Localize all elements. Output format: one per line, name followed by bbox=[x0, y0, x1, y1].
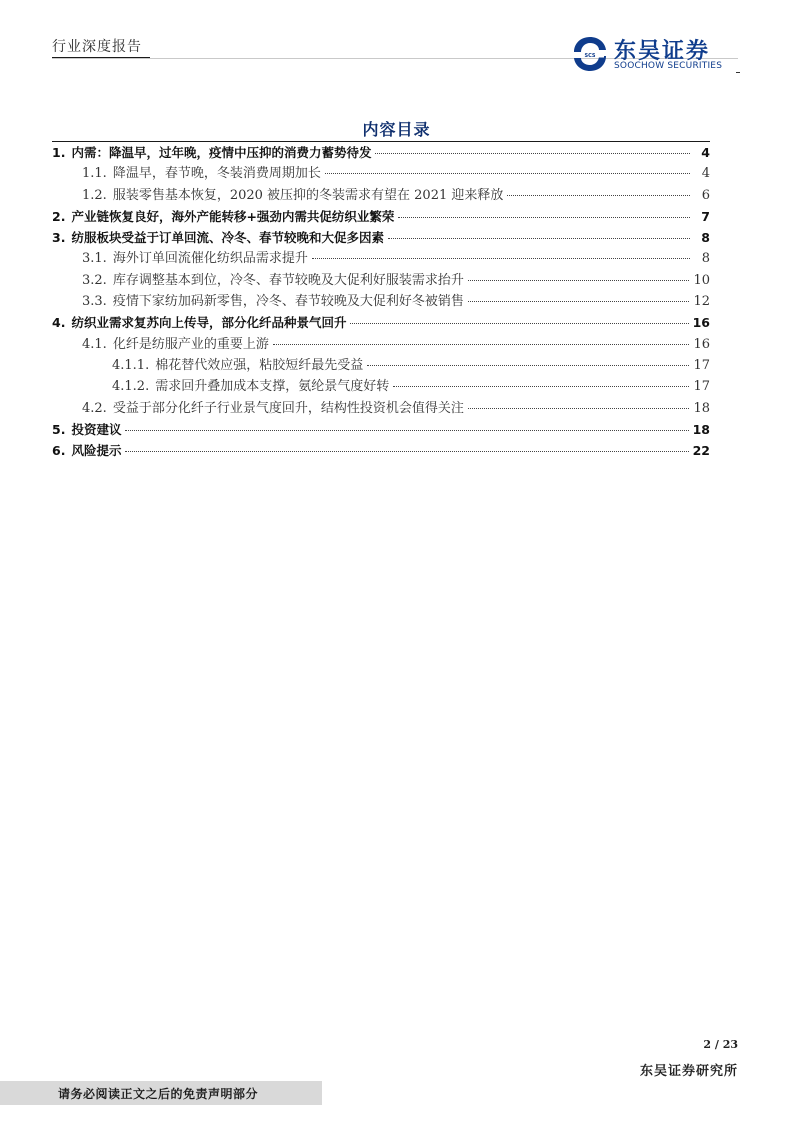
toc-entry[interactable] bbox=[52, 334, 710, 355]
toc-dot-leader bbox=[125, 451, 688, 452]
toc-entry-title: 需求回升叠加成本支撑，氨纶景气度好转 bbox=[155, 379, 390, 395]
toc-entry-page: 7 bbox=[701, 208, 710, 224]
toc-entry[interactable] bbox=[52, 248, 710, 269]
toc-entry[interactable] bbox=[52, 440, 710, 461]
toc-entry-title: 投资建议 bbox=[71, 421, 122, 437]
toc-entry[interactable] bbox=[52, 419, 710, 440]
toc-title: 内容目录 bbox=[362, 120, 431, 139]
logo-chinese-name: 东吴证券 bbox=[614, 39, 711, 64]
toc-entry-number: 5. bbox=[52, 421, 66, 437]
toc-entry-number: 1.2. bbox=[82, 187, 107, 203]
toc-entry-title: 纺织业需求复苏向上传导，部分化纤品种景气回升 bbox=[71, 315, 347, 331]
toc-entry-title: 服装零售基本恢复，2020 被压抑的冬装需求有望在 2021 迎来释放 bbox=[112, 187, 504, 203]
toc-entry-page: 17 bbox=[693, 379, 710, 395]
toc-entry[interactable] bbox=[52, 227, 710, 248]
toc-entry-number: 4. bbox=[52, 315, 66, 331]
toc-entry[interactable] bbox=[52, 206, 710, 227]
toc-entry-title: 化纤是纺服产业的重要上游 bbox=[112, 336, 269, 352]
toc-dot-leader bbox=[398, 217, 690, 218]
toc-entry-number: 4.2. bbox=[82, 400, 107, 416]
toc-dot-leader bbox=[325, 173, 690, 174]
toc-dot-leader bbox=[468, 408, 690, 409]
toc-entry-title: 海外订单回流催化纺织品需求提升 bbox=[112, 251, 308, 267]
footer-organization: 东吴证券研究所 bbox=[639, 1064, 738, 1079]
toc-entry-page: 22 bbox=[692, 443, 710, 459]
toc-entry-title: 内需：降温早，过年晚，疫情中压抑的消费力蓄势待发 bbox=[71, 145, 372, 160]
toc-entry-number: 4.1.1. bbox=[112, 357, 150, 373]
logo-english-name: SOOCHOW SECURITIES bbox=[614, 61, 723, 71]
toc-entry-number: 3.1. bbox=[82, 251, 107, 267]
toc-entry[interactable] bbox=[52, 163, 710, 184]
toc-dot-leader bbox=[468, 301, 690, 302]
toc-dot-leader bbox=[393, 386, 689, 387]
toc-entry-number: 2. bbox=[52, 208, 66, 224]
toc-entry-title: 纺服板块受益于订单回流、冷冬、春节较晚和大促多因素 bbox=[71, 230, 384, 246]
toc-entry[interactable] bbox=[52, 312, 710, 333]
toc-entry-page: 17 bbox=[693, 357, 710, 373]
toc-entry-title: 降温早，春节晚，冬装消费周期加长 bbox=[112, 166, 321, 182]
toc-entry-page: 16 bbox=[692, 315, 710, 331]
table-of-contents bbox=[52, 142, 710, 461]
toc-entry-page: 18 bbox=[693, 400, 710, 416]
toc-entry[interactable] bbox=[52, 291, 710, 312]
page-number: 2 / 23 bbox=[703, 1038, 738, 1051]
toc-entry-title: 受益于部分化纤子行业景气度回升，结构性投资机会值得关注 bbox=[112, 400, 464, 416]
company-logo bbox=[570, 34, 740, 74]
toc-entry-number: 1.1. bbox=[82, 166, 107, 182]
toc-entry-page: 4 bbox=[701, 145, 710, 160]
toc-entry-title: 棉花替代效应强，粘胶短纤最先受益 bbox=[155, 357, 364, 373]
toc-dot-leader bbox=[388, 238, 690, 239]
footer-disclaimer: 请务必阅读正文之后的免责声明部分 bbox=[58, 1087, 259, 1101]
toc-entry-page: 8 bbox=[701, 251, 710, 267]
toc-entry-number: 1. bbox=[52, 145, 66, 160]
toc-entry[interactable] bbox=[52, 142, 710, 163]
toc-entry-title: 产业链恢复良好，海外产能转移+强劲内需共促纺织业繁荣 bbox=[71, 208, 395, 224]
toc-entry[interactable] bbox=[52, 355, 710, 376]
toc-entry-number: 3. bbox=[52, 230, 66, 246]
toc-entry-page: 12 bbox=[693, 294, 710, 310]
toc-entry-title: 风险提示 bbox=[71, 443, 122, 459]
toc-entry-page: 16 bbox=[693, 336, 710, 352]
toc-dot-leader bbox=[468, 280, 690, 281]
toc-entry-page: 8 bbox=[701, 230, 710, 246]
toc-entry-page: 6 bbox=[701, 187, 710, 203]
toc-entry-number: 3.3. bbox=[82, 294, 107, 310]
toc-dot-leader bbox=[350, 323, 688, 324]
toc-entry-number: 6. bbox=[52, 443, 66, 459]
header-tick-mark bbox=[736, 72, 740, 73]
toc-entry-page: 4 bbox=[701, 166, 710, 182]
toc-entry-number: 4.1. bbox=[82, 336, 107, 352]
toc-entry-page: 18 bbox=[692, 421, 710, 437]
logo-mark-icon bbox=[570, 34, 610, 74]
toc-dot-leader bbox=[375, 153, 690, 154]
toc-dot-leader bbox=[507, 195, 690, 196]
toc-dot-leader bbox=[125, 430, 688, 431]
toc-entry[interactable] bbox=[52, 270, 710, 291]
toc-dot-leader bbox=[273, 344, 690, 345]
toc-entry-page: 10 bbox=[693, 272, 710, 288]
toc-entry-title: 疫情下家纺加码新零售，冷冬、春节较晚及大促利好冬被销售 bbox=[112, 294, 464, 310]
logo-badge-text: SCS bbox=[584, 52, 596, 59]
toc-dot-leader bbox=[312, 258, 690, 259]
toc-entry-number: 3.2. bbox=[82, 272, 107, 288]
toc-entry[interactable] bbox=[52, 398, 710, 419]
toc-entry[interactable] bbox=[52, 376, 710, 397]
report-type-label: 行业深度报告 bbox=[52, 39, 142, 55]
toc-entry-number: 4.1.2. bbox=[112, 379, 150, 395]
toc-entry[interactable] bbox=[52, 185, 710, 206]
toc-dot-leader bbox=[367, 365, 689, 366]
toc-entry-title: 库存调整基本到位，冷冬、春节较晚及大促利好服装需求抬升 bbox=[112, 272, 464, 288]
